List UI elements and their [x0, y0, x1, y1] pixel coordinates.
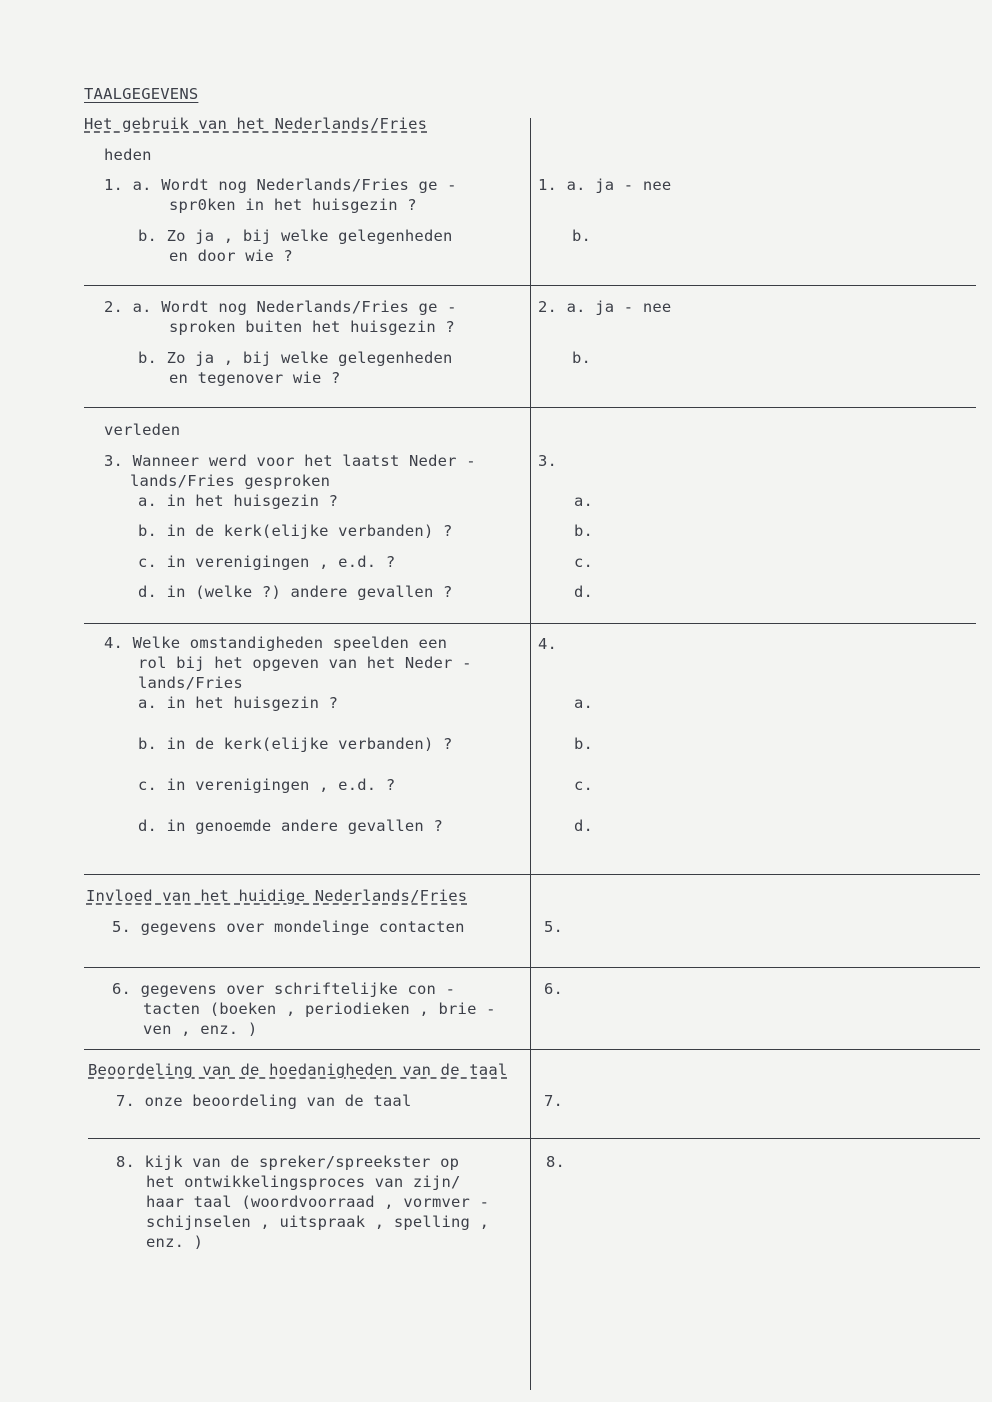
- q4-line2: rol bij het opgeven van het Neder -: [138, 654, 472, 672]
- rule-q7-end: [88, 1138, 980, 1139]
- q6-answer[interactable]: 6.: [544, 980, 564, 998]
- q4-answer-a[interactable]: a.: [574, 694, 594, 712]
- q5-text: 5. gegevens over mondelinge contacten: [112, 918, 465, 936]
- rule-q2-end: [84, 407, 976, 408]
- q3-line1: 3. Wanneer werd voor het laatst Neder -: [104, 452, 476, 470]
- q1-b-line2: en door wie ?: [169, 247, 293, 265]
- q3-answer[interactable]: 3.: [538, 452, 558, 470]
- q3-answer-a[interactable]: a.: [574, 492, 594, 510]
- q2-a-line2: sproken buiten het huisgezin ?: [169, 318, 455, 336]
- q3-a: a. in het huisgezin ?: [138, 492, 339, 510]
- q3-answer-c[interactable]: c.: [574, 553, 594, 571]
- q2-answer-a[interactable]: 2. a. ja - nee: [538, 298, 672, 316]
- q4-answer-b[interactable]: b.: [574, 735, 594, 753]
- q6-line3: ven , enz. ): [143, 1020, 258, 1038]
- q6-line2: tacten (boeken , periodieken , brie -: [143, 1000, 496, 1018]
- section-heading-beoordeling: Beoordeling van de hoedanigheden van de taal: [88, 1061, 508, 1079]
- q8-line4: schijnselen , uitspraak , spelling ,: [146, 1213, 490, 1231]
- q8-line3: haar taal (woordvoorraad , vormver -: [146, 1193, 490, 1211]
- q1-b-line1: b. Zo ja , bij welke gelegenheden: [138, 227, 453, 245]
- rule-q6-end: [84, 1049, 980, 1050]
- q2-b-line2: en tegenover wie ?: [169, 369, 341, 387]
- subheading-verleden: verleden: [104, 421, 181, 439]
- rule-q1-end: [84, 285, 976, 286]
- column-divider: [530, 118, 531, 1390]
- q1-answer-b[interactable]: b.: [572, 227, 592, 245]
- q1-a-line1: 1. a. Wordt nog Nederlands/Fries ge -: [104, 176, 457, 194]
- q4-b: b. in de kerk(elijke verbanden) ?: [138, 735, 453, 753]
- rule-q5-end: [84, 967, 980, 968]
- q8-answer[interactable]: 8.: [546, 1153, 566, 1171]
- q4-answer[interactable]: 4.: [538, 635, 558, 653]
- q8-line2: het ontwikkelingsproces van zijn/: [146, 1173, 461, 1191]
- q1-answer-a[interactable]: 1. a. ja - nee: [538, 176, 672, 194]
- section-heading-gebruik: Het gebruik van het Nederlands/Fries: [84, 115, 428, 133]
- q3-answer-b[interactable]: b.: [574, 522, 594, 540]
- q4-c: c. in verenigingen , e.d. ?: [138, 776, 396, 794]
- q7-answer[interactable]: 7.: [544, 1092, 564, 1110]
- q4-answer-c[interactable]: c.: [574, 776, 594, 794]
- q7-text: 7. onze beoordeling van de taal: [116, 1092, 412, 1110]
- q4-line3: lands/Fries: [138, 674, 243, 692]
- q4-line1: 4. Welke omstandigheden speelden een: [104, 634, 448, 652]
- rule-q3-end: [84, 623, 976, 624]
- q3-b: b. in de kerk(elijke verbanden) ?: [138, 522, 453, 540]
- q1-a-line2: spr0ken in het huisgezin ?: [169, 196, 417, 214]
- q2-a-line1: 2. a. Wordt nog Nederlands/Fries ge -: [104, 298, 457, 316]
- q4-answer-d[interactable]: d.: [574, 817, 594, 835]
- q8-line5: enz. ): [146, 1233, 204, 1251]
- q4-a: a. in het huisgezin ?: [138, 694, 339, 712]
- q3-d: d. in (welke ?) andere gevallen ?: [138, 583, 453, 601]
- q3-c: c. in verenigingen , e.d. ?: [138, 553, 396, 571]
- q4-d: d. in genoemde andere gevallen ?: [138, 817, 444, 835]
- page-title: TAALGEGEVENS: [84, 85, 199, 103]
- q2-b-line1: b. Zo ja , bij welke gelegenheden: [138, 349, 453, 367]
- rule-q4-end: [84, 874, 980, 875]
- q2-answer-b[interactable]: b.: [572, 349, 592, 367]
- q6-line1: 6. gegevens over schriftelijke con -: [112, 980, 456, 998]
- q8-line1: 8. kijk van de spreker/spreekster op: [116, 1153, 460, 1171]
- q3-line2: lands/Fries gesproken: [130, 472, 331, 490]
- q3-answer-d[interactable]: d.: [574, 583, 594, 601]
- subheading-heden: heden: [104, 146, 152, 164]
- q5-answer[interactable]: 5.: [544, 918, 564, 936]
- section-heading-invloed: Invloed van het huidige Nederlands/Fries: [86, 887, 468, 905]
